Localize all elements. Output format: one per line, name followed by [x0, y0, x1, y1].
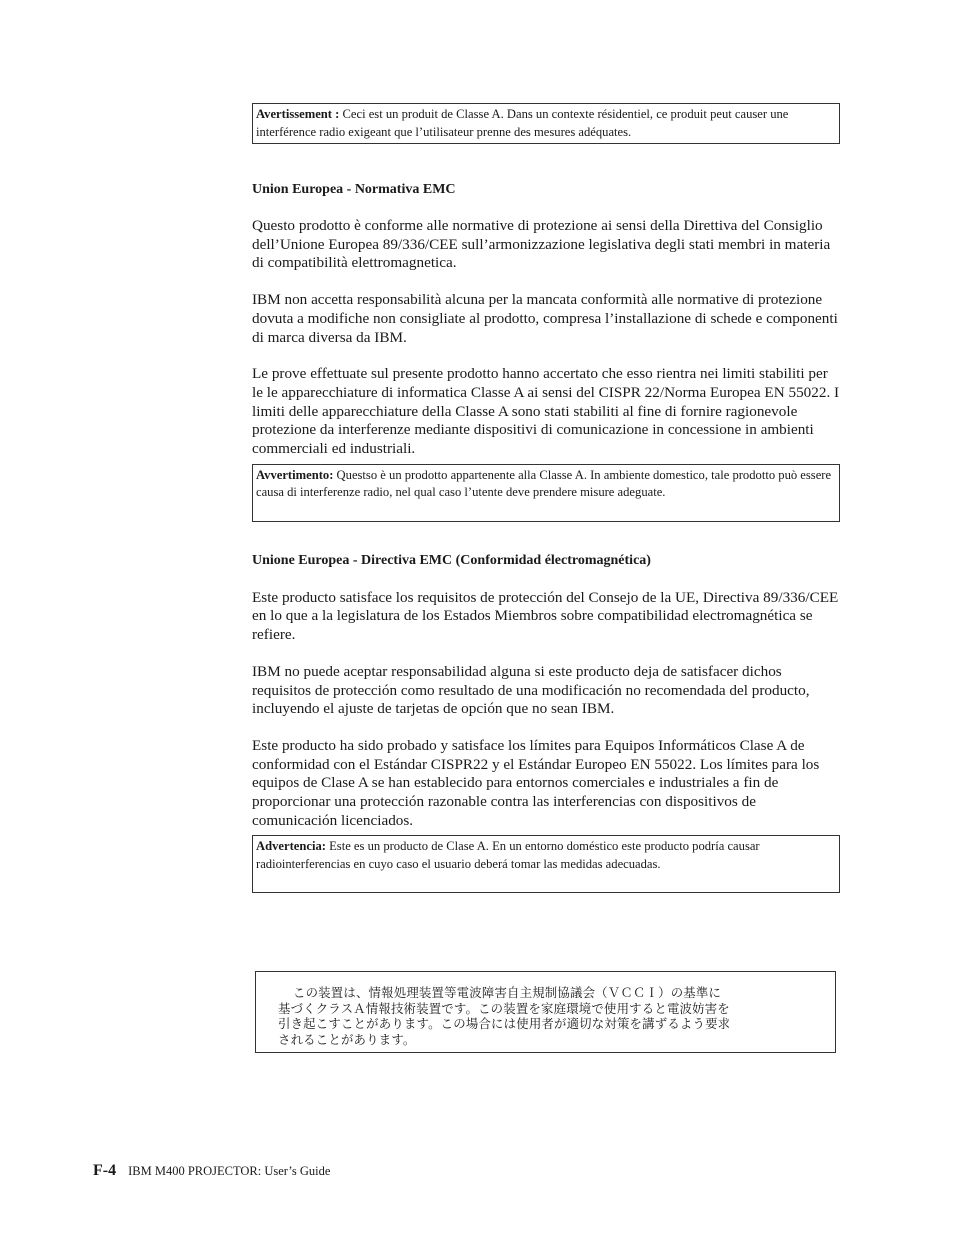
italian-warning-notice: [252, 464, 840, 522]
vcci-line-4: されることがあります。: [278, 1031, 416, 1047]
vcci-line-3: 引き起こすことがあります。この場合には使用者が適切な対策を講ずるよう要求: [278, 1016, 731, 1031]
notice-label: Advertencia:: [256, 839, 326, 854]
page-number: F-4: [93, 1162, 117, 1179]
spanish-paragraph-1: Este producto satisface los requisitos de protección del Consejo de la UE, Directiva 89/336/CEE en lo que a la legislatura de los Estados Miembros sobre compatibilidad electromagnética se refiere.: [252, 588, 839, 644]
vcci-japanese-notice: [255, 971, 836, 1053]
notice-text: Questso è un prodotto appartenente alla Classe A. In ambiente domestico, tale prodotto può essere causa di interferenze radio, nel qual caso l’utente deve prendere misure adeguate.: [256, 467, 832, 500]
italian-section-heading: Union Europea - Normativa EMC: [252, 182, 456, 197]
spanish-paragraph-3: Este producto ha sido probado y satisface los límites para Equipos Informáticos Clase A de conformidad con el Estándar CISPR22 y el Estándar Europeo EN 55022. Los límites para los equipos de Clase A se han establecido para entornos comerciales e industriales a fin de proporcionar una protección razonable contra las interferencias con dispositivos de comunicación licenciados.: [252, 736, 820, 829]
vcci-line-2: 基づくクラスＡ情報技術装置です。この装置を家庭環境で使用すると電波妨害を: [278, 1000, 730, 1016]
page-content: [252, 103, 840, 893]
spanish-section-heading: Unione Europea - Directiva EMC (Conformidad électromagnética): [252, 552, 651, 568]
notice-label: Avertissement :: [256, 107, 340, 121]
italian-paragraph-2: IBM non accetta responsabilità alcuna per la mancata conformità alle normative di protezione dovuta a modifiche non consigliate al prodotto, compresa l’installazione di schede e componenti di marca diversa da IBM.: [252, 291, 838, 346]
page-footer: [93, 1162, 330, 1180]
italian-paragraph-1: Questo prodotto è conforme alle normative di protezione ai sensi della Direttiva del Consiglio dell’Unione Europea 89/336/CEE sull’armonizzazione legislativa degli stati membri in materia di compatibilità elettromagnetica.: [252, 217, 831, 272]
notice-label: Avvertimento:: [256, 467, 334, 482]
notice-text: Ceci est un produit de Classe A. Dans un contexte résidentiel, ce produit peut causer une interférence radio exigeant que l’utilisateur prenne des mesures adéquates.: [256, 107, 789, 139]
spanish-paragraph-2: IBM no puede aceptar responsabilidad alguna si este producto deja de satisfacer dichos requisitos de protección como resultado de una modificación no recomendada del producto, incluyendo el ajuste de tarjetas de opción que no sean IBM.: [252, 662, 810, 718]
italian-paragraph-3: Le prove effettuate sul presente prodotto hanno accertato che esso rientra nei limiti stabiliti per le le apparecchiature di informatica Classe A ai sensi del CISPR 22/Norma Europea EN 55022. I limiti delle apparecchiature della Classe A sono stati stabiliti al fine di fornire ragionevole protezione da interferenze mediante dispositivi di comunicazione in concessione in ambienti commerciali ed industriali.: [252, 365, 840, 458]
french-warning-notice: [252, 103, 840, 144]
vcci-line-1: この装置は、情報処理装置等電波障害自主規制協議会（ＶＣＣＩ）の基準に: [293, 985, 722, 1000]
notice-text: Este es un producto de Clase A. En un entorno doméstico este producto podría causar radiointerferencias en cuyo caso el usuario deberá tomar las medidas adecuadas.: [256, 839, 760, 871]
spanish-warning-notice: [252, 835, 840, 893]
document-title: IBM M400 PROJECTOR: User’s Guide: [128, 1164, 331, 1178]
